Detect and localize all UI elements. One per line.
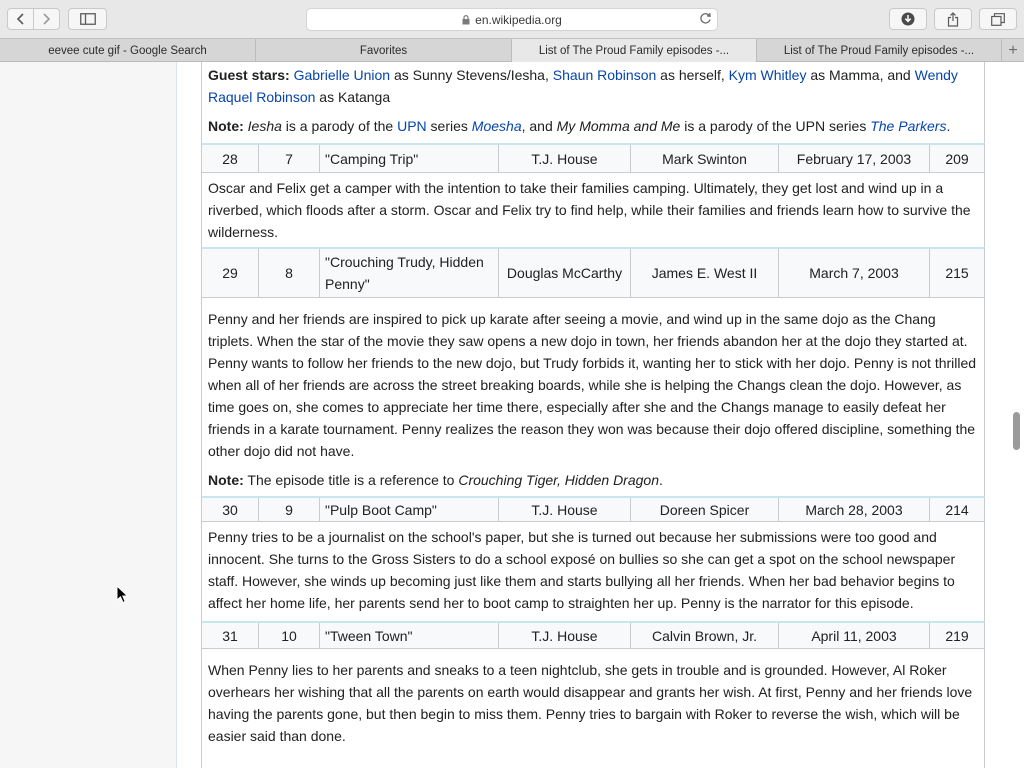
tab-bar bbox=[0, 38, 1024, 62]
episode-season-number: 7 bbox=[259, 145, 320, 172]
episode-air-date: April 11, 2003 bbox=[779, 623, 930, 648]
table-row bbox=[201, 496, 985, 522]
lock-icon bbox=[462, 15, 470, 25]
episode-summary: Penny and her friends are inspired to pick up karate after seeing a movie, and wind up in the same dojo as the Chang triplets. When the star of the movie they saw opens a new dojo in town, her friends abandon her at the dojo they started at. Penny wants to follow her friends to the new dojo, but Trudy forbids it, wanting her to stick with her dojo. Penny is not thrilled when all of her friends are across the street breaking boards, while she is helping the Changs clean the dojo. However, as time goes on, she comes to appreciate her time there, especially after she and the Changs manage to easily defeat her friends in a karate tournament. Penny realizes the reason they won was because their dojo offered discipline, something the other dojo did not have. Note: The episode title is a reference to Crouching Tiger, Hidden Dragon. bbox=[201, 298, 985, 496]
chevron-right-icon bbox=[41, 13, 51, 25]
episode-title: "Pulp Boot Camp" bbox=[320, 498, 499, 521]
tab-proud-family[interactable] bbox=[757, 39, 1002, 62]
link-moesha[interactable]: Moesha bbox=[471, 118, 522, 134]
episode-overall-number: 29 bbox=[202, 249, 259, 297]
reload-icon bbox=[699, 12, 712, 25]
tab-label: List of The Proud Family episodes -... bbox=[783, 44, 975, 57]
table-row bbox=[201, 143, 985, 173]
note-label: Note: bbox=[208, 118, 244, 134]
url-text: en.wikipedia.org bbox=[475, 12, 562, 27]
link-kym-whitley[interactable]: Kym Whitley bbox=[728, 67, 807, 83]
back-button[interactable] bbox=[8, 9, 33, 29]
episode-prod-code: 209 bbox=[945, 150, 969, 167]
new-tab-button[interactable]: + bbox=[1008, 41, 1018, 59]
page-scrollbar[interactable] bbox=[1013, 412, 1020, 450]
episode-27-description-tail bbox=[201, 62, 985, 143]
share-icon bbox=[947, 12, 959, 27]
episode-writer: Doreen Spicer bbox=[631, 498, 779, 521]
episode-air-date: March 7, 2003 bbox=[779, 249, 930, 297]
link-the-parkers[interactable]: The Parkers bbox=[870, 118, 947, 134]
episode-writer: James E. West II bbox=[631, 249, 779, 297]
address-bar[interactable] bbox=[306, 8, 718, 31]
episode-title: "Crouching Trudy, Hidden Penny" bbox=[320, 249, 499, 297]
page-viewport bbox=[0, 62, 1024, 768]
link-gabrielle-union[interactable]: Gabrielle Union bbox=[293, 67, 391, 83]
tab-label: Favorites bbox=[359, 44, 408, 57]
episode-prod-code: 214 bbox=[945, 501, 969, 518]
mouse-cursor-icon bbox=[116, 585, 129, 604]
episode-overall-number: 30 bbox=[202, 498, 259, 521]
tab-label: List of The Proud Family episodes -... bbox=[538, 44, 730, 57]
forward-button[interactable] bbox=[34, 9, 59, 29]
episode-writer: Mark Swinton bbox=[631, 145, 779, 172]
table-row bbox=[201, 247, 985, 298]
chevron-left-icon bbox=[16, 13, 26, 25]
episode-title: "Tween Town" bbox=[320, 623, 499, 648]
episode-overall-number: 31 bbox=[202, 623, 259, 648]
tabs-icon bbox=[991, 13, 1005, 26]
guest-stars-line: Guest stars: Gabrielle Union as Sunny Stevens/Iesha, Shaun Robinson as herself, Kym Whitley as Mamma, and Wendy Raquel Robinson as Katanga bbox=[208, 67, 958, 105]
sidebar-toggle-button[interactable] bbox=[68, 8, 107, 30]
episode-prod-code: 219 bbox=[945, 627, 969, 644]
link-shaun-robinson[interactable]: Shaun Robinson bbox=[552, 67, 657, 83]
note-line: Note: Iesha is a parody of the UPN series Moesha, and My Momma and Me is a parody of the UPN series The Parkers. bbox=[208, 118, 951, 134]
tab-overview-button[interactable] bbox=[979, 8, 1017, 30]
tab-google-search[interactable] bbox=[0, 39, 256, 62]
episode-note: Note: The episode title is a reference to Crouching Tiger, Hidden Dragon. bbox=[208, 472, 663, 488]
episode-prod-code: 215 bbox=[945, 265, 969, 281]
episode-overall-number: 28 bbox=[202, 145, 259, 172]
reload-button[interactable] bbox=[699, 12, 712, 28]
episode-director: T.J. House bbox=[499, 498, 631, 521]
episode-air-date: March 28, 2003 bbox=[779, 498, 930, 521]
guest-stars-label: Guest stars: bbox=[208, 67, 290, 83]
episode-writer: Calvin Brown, Jr. bbox=[631, 623, 779, 648]
episode-director: T.J. House bbox=[499, 145, 631, 172]
episode-summary: Penny tries to be a journalist on the school's paper, but she is turned out because her submissions were too good and innocent. She turns to the Gross Sisters to do a school exposé on bullies so she can get a spot on the school newspaper staff. However, she winds up becoming just like them and starts bullying all her friends. When her bad behavior begins to affect her home life, her parents send her to boot camp to straighten her up. Penny is the narrator for this episode. bbox=[201, 522, 985, 621]
episode-summary: Oscar and Felix get a camper with the intention to take their families camping. Ultimately, they get lost and wind up in a riverbed, which floods after a storm. Oscar and Felix try to find help, while their families and friends learn how to survive the wilderness. bbox=[201, 173, 985, 247]
nav-button-group bbox=[7, 8, 60, 30]
episode-season-number: 9 bbox=[259, 498, 320, 521]
tab-proud-family-active[interactable] bbox=[512, 39, 757, 62]
tab-label: eevee cute gif - Google Search bbox=[48, 44, 207, 57]
downloads-button[interactable] bbox=[889, 8, 927, 30]
episode-air-date: February 17, 2003 bbox=[779, 145, 930, 172]
link-upn[interactable]: UPN bbox=[397, 118, 427, 134]
episode-season-number: 8 bbox=[259, 249, 320, 297]
link-wendy-raquel-robinson[interactable]: Wendy Raquel Robinson bbox=[208, 67, 958, 105]
table-row bbox=[201, 621, 985, 649]
episode-table bbox=[201, 62, 985, 768]
tab-favorites[interactable] bbox=[256, 39, 512, 62]
episode-title: "Camping Trip" bbox=[320, 145, 499, 172]
episode-season-number: 10 bbox=[259, 623, 320, 648]
episode-director: Douglas McCarthy bbox=[499, 249, 631, 297]
download-icon bbox=[901, 12, 915, 26]
share-button[interactable] bbox=[934, 8, 972, 30]
wikipedia-left-rail bbox=[0, 62, 177, 768]
sidebar-icon bbox=[80, 13, 96, 25]
browser-toolbar bbox=[0, 0, 1024, 38]
episode-summary: When Penny lies to her parents and sneaks to a teen nightclub, she gets in trouble and is grounded. However, Al Roker overhears her wishing that all the parents on earth would disappear and grants her wish. At first, Penny and her friends love having the parents gone, but then begin to miss them. Penny tries to bargain with Roker to reverse the wish, which will be easier said than done. bbox=[201, 649, 985, 768]
episode-director: T.J. House bbox=[499, 623, 631, 648]
